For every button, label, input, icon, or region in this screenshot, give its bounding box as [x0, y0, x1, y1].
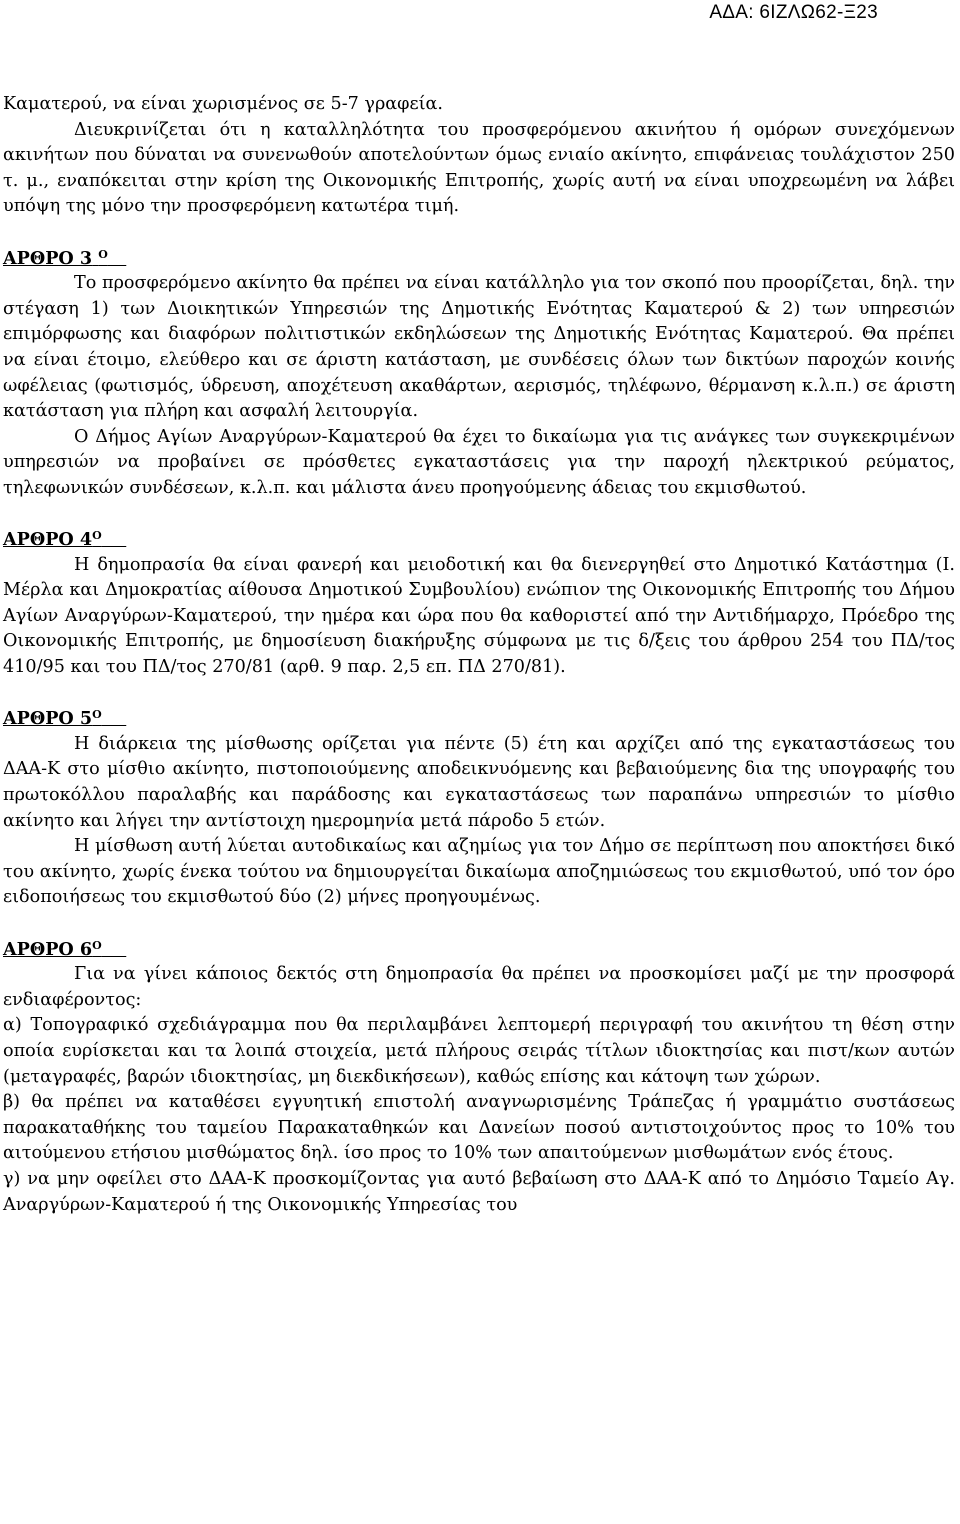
article-3-sup: Ο — [98, 247, 108, 261]
intro-paragraph: Διευκρινίζεται ότι η καταλληλότητα του προσφερόμενου ακινήτου ή ομόρων συνεχόμενων ακινήτων που δύναται να συνενωθούν αποτελούντων όμως ενιαίο ακίνητο, επιφάνειας τουλάχιστον 250 τ. μ., εναπόκειται στην κρίση της Οικονομικής Επιτροπής, χωρίς αυτή να είναι υποχρεωμένη να λάβει υπόψη της μόνο την προσφερόμενη κατωτέρα τιμή. — [3, 119, 955, 217]
document-body — [3, 92, 955, 1218]
article-3-title: ΑΡΘΡΟ 3 — [3, 247, 93, 269]
article-4-sup: Ο — [92, 529, 102, 543]
intro-line: Καματερού, να είναι χωρισμένος σε 5-7 γραφεία. — [3, 94, 443, 114]
article-4-heading — [3, 527, 955, 553]
ada-code: ΑΔΑ: 6ΙΖΛΩ62-Ξ23 — [709, 2, 878, 23]
article-6-paragraph-1: Για να γίνει κάποιος δεκτός στη δημοπρασία θα πρέπει να προσκομίσει μαζί με την προσφορά ενδιαφέροντος: — [3, 964, 955, 1010]
article-3-heading — [3, 246, 955, 272]
article-6-item-c: γ) να μην οφείλει στο ΔΑΑ-Κ προσκομίζοντας για αυτό βεβαίωση στο ΔΑΑ-Κ από το Δημόσιο Ταμείο Αγ. Αναργύρων-Καματερού ή της Οικονομικής Υπηρεσίας του — [3, 1168, 955, 1215]
article-5-paragraph-2: Η μίσθωση αυτή λύεται αυτοδικαίως και αζημίως για τον Δήμο σε περίπτωση που αποκτήσει δικό του ακίνητο, χωρίς ένεκα τούτου να δημιουργείται δικαίωμα αποζημιώσεως του εκμισθωτού, υπό τον όρο ειδοποιήσεως του εκμισθωτού δύο (2) μήνες προηγουμένως. — [3, 836, 955, 908]
article-6-heading — [3, 937, 955, 963]
article-5-title: ΑΡΘΡΟ 5 — [3, 708, 93, 730]
article-6-item-b: β) θα πρέπει να καταθέσει εγγυητική επιστολή αναγνωρισμένης Τράπεζας ή γραμμάτιο συστάσεως παρακαταθήκης του ταμείου Παρακαταθηκών και Δανείων ποσού αντιστοιχούντος προς το 10% του αιτούμενου ετήσιου μισθώματος δηλ. ίσο προς το 10% των απαιτούμενων μισθωμάτων ενός έτους. — [3, 1092, 955, 1164]
article-6-sup: Ο — [92, 938, 102, 952]
article-4-title: ΑΡΘΡΟ 4 — [3, 529, 93, 551]
article-6-title: ΑΡΘΡΟ 6 — [3, 938, 93, 960]
article-6-item-a: α) Τοπογραφικό σχεδιάγραμμα που θα περιλαμβάνει λεπτομερή περιγραφή του ακινήτου τη θέση στην οποία ευρίσκεται και τα λοιπά στοιχεία, μετά πλήρους σειράς τίτλων ιδιοκτησίας και πιστ/κων αυτών (μεταγραφές, βαρών ιδιοκτησίας, μη διεκδικήσεων), καθώς επίσης και κάτοψη των χώρων. — [3, 1015, 955, 1087]
article-3-paragraph-1: Το προσφερόμενο ακίνητο θα πρέπει να είναι κατάλληλο για τον σκοπό που προορίζεται, δηλ. την στέγαση 1) των Διοικητικών Υπηρεσιών της Δημοτικής Ενότητας Καματερού & 2) των υπηρεσιών επιμόρφωσης και διαφόρων πολιτιστικών εκδηλώσεων της Δημοτικής Ενότητας Καματερού. Θα πρέπει να είναι έτοιμο, ελεύθερο και σε άριστη κατάσταση, με συνδέσεις όλων των δικτύων παροχών κοινής ωφέλειας (φωτισμός, ύδρευση, αποχέτευση ακαθάρτων, αερισμός, τηλέφωνο, θέρμανση κ.λ.π.) σε άριστη κατάσταση για πλήρη και ασφαλή λειτουργία. — [3, 273, 955, 422]
article-5-sup: Ο — [92, 708, 102, 722]
article-4-paragraph-1: Η δημοπρασία θα είναι φανερή και μειοδοτική και θα διενεργηθεί στο Δημοτικό Κατάστημα (Ι. Μέρλα και Δημοκρατίας αίθουσα Δημοτικού Συμβουλίου) ενώπιον της Οικονομικής Επιτροπής του Δήμου Αγίων Αναργύρων-Καματερού, την ημέρα και ώρα που θα καθοριστεί από την Αντιδήμαρχο, Πρόεδρο της Οικονομικής Επιτροπής, με δημοσίευση διακήρυξης σύμφωνα με τις δ/ξεις του άρθρου 254 του ΠΔ/τος 410/95 και του ΠΔ/τος 270/81 (αρθ. 9 παρ. 2,5 επ. ΠΔ 270/81). — [3, 554, 955, 678]
article-3-paragraph-2: Ο Δήμος Αγίων Αναργύρων-Καματερού θα έχει το δικαίωμα για τις ανάγκες των συγκεκριμένων υπηρεσιών να προβαίνει σε πρόσθετες εγκαταστάσεις για την παροχή ηλεκτρικού ρεύματος, τηλεφωνικών συνδέσεων, κ.λ.π. και μάλιστα άνευ προηγούμενης άδειας του εκμισθωτού. — [3, 426, 955, 498]
article-5-paragraph-1: Η διάρκεια της μίσθωσης ορίζεται για πέντε (5) έτη και αρχίζει από της εγκαταστάσεως του ΔΑΑ-Κ στο μίσθιο ακίνητο, πιστοποιούμενης αποδεικνυόμενης και βεβαιούμενης δια της υπογραφής του πρωτοκόλλου παραλαβής και παράδοσης και εγκαταστάσεως των παραπάνω υπηρεσιών το μίσθιο ακίνητο και λήγει την αντίστοιχη ημερομηνία μετά πάροδο 5 ετών. — [3, 733, 955, 831]
article-5-heading — [3, 706, 955, 732]
